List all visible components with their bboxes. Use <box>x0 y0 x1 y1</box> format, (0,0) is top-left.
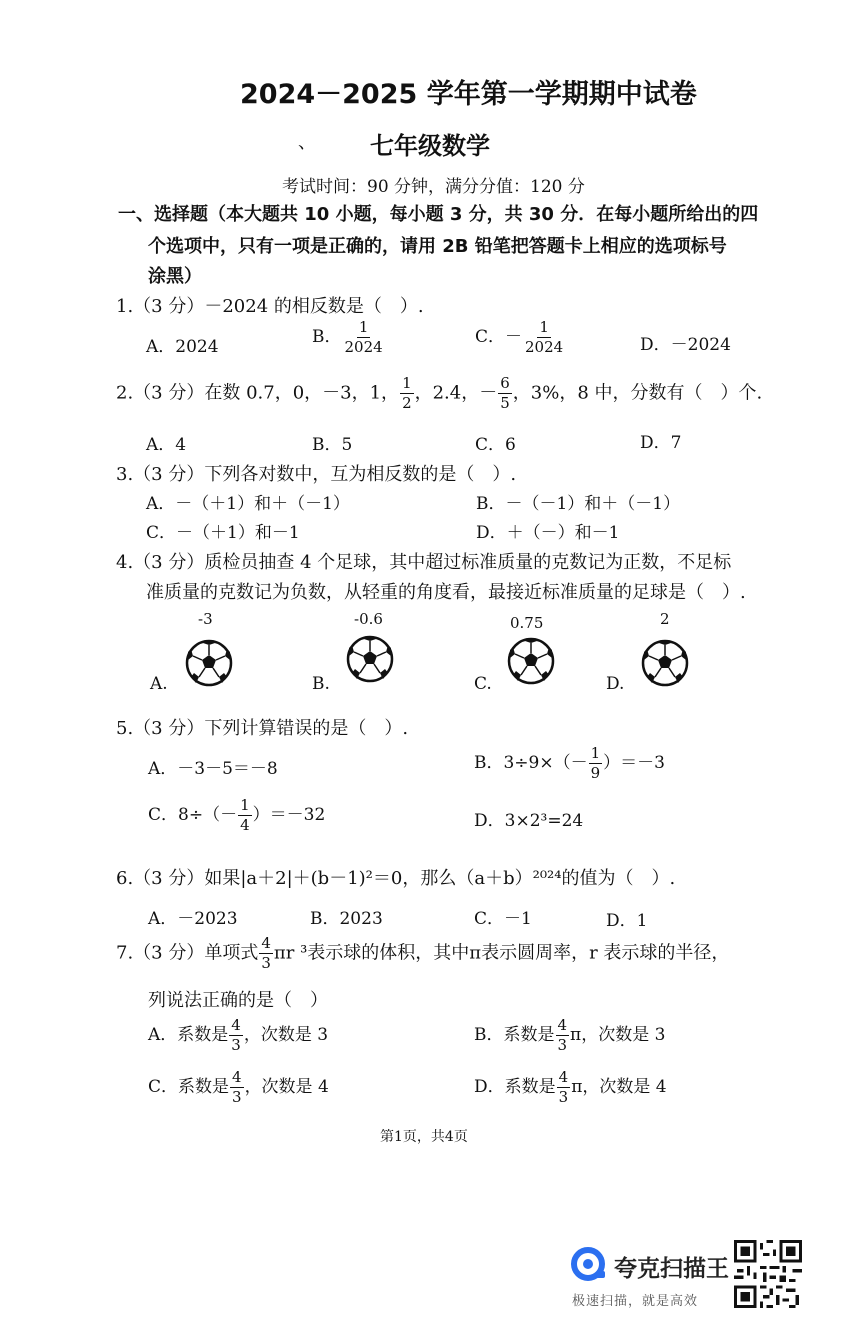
q6-option-d: D．1 <box>606 911 648 931</box>
q7-option-b: B．系数是 $\frac{4}{3}$ π，次数是 3 <box>474 1016 666 1054</box>
q3-option-b: B．－（－1）和＋（－1） <box>476 494 681 514</box>
soccer-ball-icon-b <box>345 634 395 684</box>
q4-option-a: A. <box>150 674 168 694</box>
q2-option-d: D．7 <box>640 433 682 453</box>
q2-fraction-2: $\frac{6}{5}$ <box>500 374 510 412</box>
q2-fraction-1: $\frac{1}{2}$ <box>402 374 412 412</box>
q1-option-b <box>312 320 386 355</box>
q1-option-d: D．－2024 <box>640 335 731 355</box>
section-heading-line2: 个选项中，只有一项是正确的，请用 2B 铅笔把答题卡上相应的选项标号 <box>148 236 727 257</box>
soccer-ball-icon-d <box>640 638 690 688</box>
ball-d-value: 2 <box>660 610 670 628</box>
ball-a-value: -3 <box>198 610 213 628</box>
q7-stem-line2: 列说法正确的是（ ） <box>148 990 328 1011</box>
exam-subtitle: 七年级数学 <box>370 132 490 160</box>
ball-c-value: 0.75 <box>510 614 544 632</box>
q3-option-c: C．－（＋1）和－1 <box>146 523 300 543</box>
ball-b-value: -0.6 <box>354 610 383 628</box>
q7-fraction: $\frac{4}{3}$ <box>261 934 271 972</box>
q1-option-a: A．2024 <box>146 337 219 357</box>
q4-stem-line1: 4.（3 分）质检员抽查 4 个足球，其中超过标准质量的克数记为正数，不足标 <box>116 552 732 573</box>
q7-option-d-fraction: $\frac{4}{3}$ <box>558 1068 569 1106</box>
q6-stem: 6.（3 分）如果|a＋2|＋(b－1)²＝0，那么（a＋b）²⁰²⁴的值为（ ）. <box>116 868 676 889</box>
q4-option-c: C. <box>474 674 492 694</box>
q7-option-a-fraction: $\frac{4}{3}$ <box>231 1016 241 1054</box>
exam-info: 考试时间：90 分钟，满分分值：120 分 <box>282 177 585 197</box>
q5-option-c: C．8÷（－ $\frac{1}{4}$ ）＝－32 <box>148 796 326 834</box>
q2-option-b: B．5 <box>312 435 353 455</box>
q1-stem: 1.（3 分）－2024 的相反数是（ ）. <box>116 296 424 317</box>
q3-stem: 3.（3 分）下列各对数中，互为相反数的是（ ）. <box>116 464 517 485</box>
q7-option-d: D．系数是 $\frac{4}{3}$ π，次数是 4 <box>474 1068 667 1106</box>
q7-stem: 7.（3 分）单项式 $\frac{4}{3}$ πr ³表示球的体积，其中π表示圆周率，r 表示球的半径， <box>116 934 730 972</box>
q7-option-c-fraction: $\frac{4}{3}$ <box>232 1068 242 1106</box>
q7-option-a: A．系数是 $\frac{4}{3}$ ，次数是 3 <box>148 1016 329 1054</box>
q1-option-c-fraction: $\frac{1}{2024}$ <box>525 318 564 356</box>
q5-option-d: D．3×2³=24 <box>474 811 584 831</box>
section-heading-line3: 涂黑） <box>148 266 202 287</box>
q5-option-c-fraction: $\frac{1}{4}$ <box>240 796 250 834</box>
page-footer: 第1页，共4页 <box>380 1129 468 1145</box>
q5-option-b: B．3÷9×（－ $\frac{1}{9}$ ）＝－3 <box>474 744 665 782</box>
q2-stem: 2.（3 分）在数 0.7，0，－3，1， $\frac{1}{2}$ ，2.4，－ $\frac{6}{5}$ ，3%，8 中，分数有（ ）个. <box>116 374 763 412</box>
q5-option-a: A．－3－5＝－8 <box>148 759 278 779</box>
watermark-slogan: 极速扫描，就是高效 <box>572 1294 699 1309</box>
q7-option-c: C．系数是 $\frac{4}{3}$ ，次数是 4 <box>148 1068 329 1106</box>
q3-option-d: D．＋（－）和－1 <box>476 523 620 543</box>
watermark-brand: 夸克扫描王 <box>614 1256 729 1282</box>
exam-title: 2024－2025 学年第一学期期中试卷 <box>240 79 697 110</box>
soccer-ball-icon-c <box>506 636 556 686</box>
qr-code-icon <box>734 1240 802 1308</box>
q1-option-b-fraction: $\frac{1}{2024}$ <box>344 318 383 356</box>
q6-option-b: B．2023 <box>310 909 383 929</box>
q4-option-d: D. <box>606 674 625 694</box>
q1-option-c <box>475 320 566 355</box>
q1-option-c-label: C．－ <box>475 327 523 347</box>
q6-option-a: A．－2023 <box>148 909 238 929</box>
q7-option-b-fraction: $\frac{4}{3}$ <box>557 1016 568 1054</box>
q5-stem: 5.（3 分）下列计算错误的是（ ）. <box>116 718 409 739</box>
q2-option-a: A．4 <box>146 435 187 455</box>
soccer-ball-icon-a <box>184 638 234 688</box>
q1-option-b-label: B． <box>312 327 342 347</box>
stray-mark: 、 <box>298 132 316 153</box>
q6-option-c: C．－1 <box>474 909 532 929</box>
q3-option-a: A．－（＋1）和＋（－1） <box>146 494 350 514</box>
q5-option-b-fraction: $\frac{1}{9}$ <box>590 744 601 782</box>
q2-option-c: C．6 <box>475 435 516 455</box>
q4-stem-line2: 准质量的克数记为负数，从轻重的角度看，最接近标准质量的足球是（ ）. <box>146 582 746 603</box>
section-heading-line1: 一、选择题（本大题共 10 小题，每小题 3 分，共 30 分．在每小题所给出的四 <box>118 204 759 225</box>
scanner-logo-icon <box>570 1244 610 1284</box>
q4-option-b: B. <box>312 674 330 694</box>
